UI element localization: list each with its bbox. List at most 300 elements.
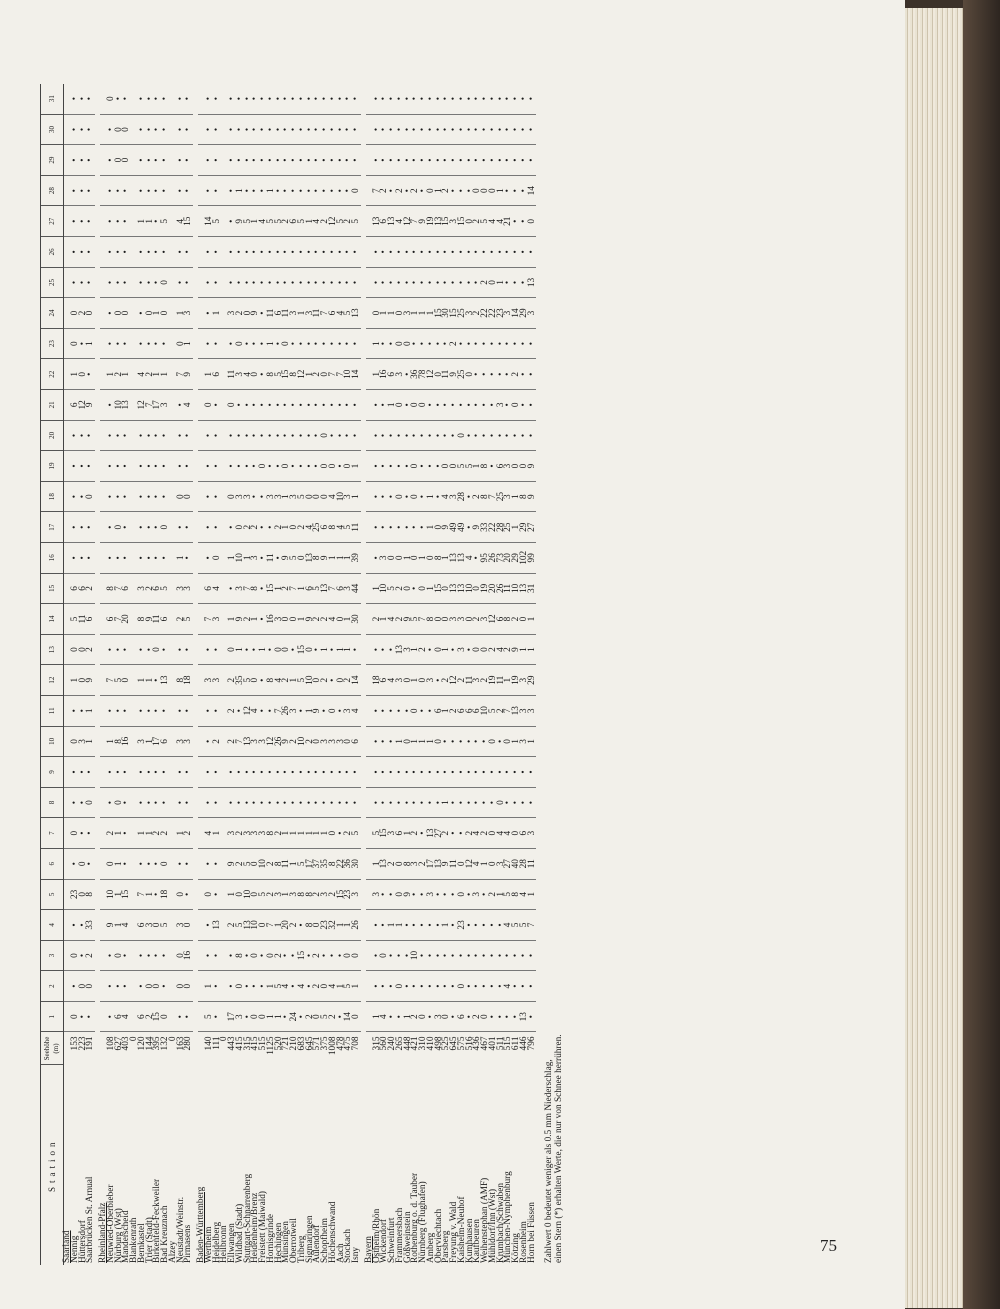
precipitation-cell: 23 [72,879,80,910]
precipitation-cell: 23 [345,879,353,910]
precipitation-cell: • [123,84,131,115]
precipitation-cell: 7 [147,390,155,421]
precipitation-cell: 3 [451,604,459,635]
precipitation-cell: 6 [162,726,170,757]
precipitation-cell: • [498,237,506,268]
precipitation-cell: 3 [397,665,405,696]
precipitation-cell: • [513,206,521,237]
precipitation-cell: 0 [443,451,451,482]
precipitation-cell: 3 [451,206,459,237]
precipitation-cell: • [482,328,490,359]
precipitation-cell: 0 [80,634,88,665]
station-height: 280 [183,1036,194,1051]
precipitation-cell: 9 [443,512,451,543]
precipitation-cell: • [229,573,237,604]
station-height: 467 [480,1036,490,1051]
precipitation-cell: • [490,940,498,971]
precipitation-cell: 5 [276,359,284,390]
precipitation-cell: 8 [521,481,529,512]
precipitation-cell: 0 [307,634,315,665]
precipitation-cell: 8 [330,512,338,543]
precipitation-cell: • [108,298,116,329]
station-name: Nürburg (Wst) [113,1208,124,1263]
precipitation-cell: 3 [214,665,222,696]
precipitation-cell: 5 [299,665,307,696]
precipitation-cell: • [206,848,214,879]
precipitation-cell: 1 [214,818,222,849]
precipitation-cell: 0 [283,604,291,635]
station-name: Stuttgart-Schnarrenberg [242,1173,253,1263]
precipitation-cell: • [490,910,498,941]
precipitation-cell: • [162,175,170,206]
precipitation-cell: 2 [245,512,253,543]
precipitation-cell: 13 [521,1001,529,1032]
precipitation-cell: 12 [299,359,307,390]
precipitation-cell: • [80,237,88,268]
precipitation-cell: • [307,420,315,451]
precipitation-cell: • [405,757,413,788]
precipitation-cell: • [123,512,131,543]
precipitation-cell: • [381,145,389,176]
precipitation-cell: • [162,451,170,482]
precipitation-cell: • [139,175,147,206]
precipitation-cell: • [521,145,529,176]
station-name: Heidelberg [211,1221,222,1263]
precipitation-cell: • [474,757,482,788]
precipitation-cell: 3 [291,481,299,512]
precipitation-cell: 0 [123,114,131,145]
station-height: 796 [526,1036,537,1051]
precipitation-cell: • [206,420,214,451]
precipitation-cell: 13 [513,695,521,726]
precipitation-cell: • [229,267,237,298]
precipitation-cell: • [260,359,268,390]
precipitation-cell: • [123,267,131,298]
header-day: 28 [41,175,64,206]
precipitation-cell: • [116,328,124,359]
precipitation-cell: 2 [314,359,322,390]
precipitation-cell: • [322,695,330,726]
precipitation-cell: • [108,390,116,421]
precipitation-cell: 0 [420,1001,428,1032]
header-day: 1 [41,1001,64,1032]
precipitation-cell: • [307,757,315,788]
precipitation-cell: 2 [482,665,490,696]
header-day: 9 [41,757,64,788]
precipitation-cell: • [420,512,428,543]
precipitation-cell: 1 [381,298,389,329]
header-day: 19 [41,451,64,482]
header-day: 13 [41,634,64,665]
precipitation-cell: • [529,971,537,1002]
precipitation-cell: 2 [237,298,245,329]
table-row [170,84,178,1265]
precipitation-cell: 8 [299,879,307,910]
precipitation-cell: • [260,695,268,726]
group-heading-row [198,84,206,1265]
precipitation-cell: 1 [178,298,186,329]
station-name: Isny [351,1246,361,1263]
station-height: 415 [250,1036,261,1051]
precipitation-cell: 0 [338,604,346,635]
precipitation-cell: 1 [154,359,162,390]
precipitation-cell: • [276,420,284,451]
precipitation-cell: 1 [513,512,521,543]
precipitation-cell: • [389,971,397,1002]
precipitation-cell: 2 [268,848,276,879]
precipitation-cell: • [474,114,482,145]
precipitation-cell: • [214,145,222,176]
precipitation-cell: • [291,451,299,482]
precipitation-cell: • [467,787,475,818]
precipitation-cell: • [206,175,214,206]
precipitation-cell: • [345,420,353,451]
station-name: Alzey [167,1240,178,1263]
precipitation-cell: • [374,481,382,512]
precipitation-cell: • [72,84,80,115]
precipitation-cell: 5 [482,206,490,237]
precipitation-cell: 9 [405,879,413,910]
precipitation-cell: 0 [459,848,467,879]
precipitation-cell: • [381,390,389,421]
precipitation-cell: • [116,451,124,482]
precipitation-cell: 9 [237,604,245,635]
precipitation-cell: 10 [482,695,490,726]
precipitation-cell: • [116,420,124,451]
precipitation-cell: 5 [260,879,268,910]
station-name: Kumhausen [464,1218,475,1263]
precipitation-cell: • [283,390,291,421]
precipitation-cell: • [139,848,147,879]
precipitation-cell: • [314,757,322,788]
precipitation-cell: • [154,879,162,910]
precipitation-cell: 2 [87,573,95,604]
precipitation-cell: • [482,237,490,268]
station-name: Sigmaringen [304,1215,315,1263]
precipitation-cell: • [72,971,80,1002]
precipitation-cell: 0 [276,634,284,665]
precipitation-cell: • [162,543,170,574]
precipitation-cell: 7 [529,910,537,941]
precipitation-cell: • [291,787,299,818]
precipitation-cell: • [252,237,260,268]
precipitation-cell: 4 [307,512,315,543]
precipitation-cell: • [147,512,155,543]
precipitation-cell: 0 [252,879,260,910]
precipitation-cell: • [498,971,506,1002]
precipitation-cell: 1 [345,634,353,665]
precipitation-cell: • [245,390,253,421]
precipitation-cell: • [389,328,397,359]
table-row [147,84,155,1265]
precipitation-cell: • [467,237,475,268]
precipitation-cell: • [412,84,420,115]
precipitation-cell: 2 [474,1001,482,1032]
precipitation-cell: • [162,114,170,145]
precipitation-cell: 0 [72,298,80,329]
precipitation-cell: • [299,145,307,176]
precipitation-cell: 25 [459,298,467,329]
precipitation-cell: • [252,267,260,298]
table-row [185,84,193,1265]
precipitation-cell: 1 [498,267,506,298]
header-day: 16 [41,543,64,574]
precipitation-cell: 0 [353,175,361,206]
precipitation-cell: 2 [381,175,389,206]
precipitation-cell: • [87,512,95,543]
precipitation-cell: • [498,328,506,359]
station-height: 265 [394,1036,405,1051]
precipitation-cell: • [467,1001,475,1032]
precipitation-cell: • [420,695,428,726]
precipitation-cell: • [353,267,361,298]
precipitation-cell: 13 [521,573,529,604]
precipitation-cell: 17 [307,848,315,879]
precipitation-cell: • [529,787,537,818]
precipitation-cell: 4 [299,971,307,1002]
precipitation-cell: • [80,940,88,971]
precipitation-cell: • [268,757,276,788]
precipitation-cell: 0 [116,145,124,176]
precipitation-cell: • [72,175,80,206]
precipitation-cell: • [474,237,482,268]
precipitation-cell: 0 [162,848,170,879]
precipitation-cell: • [276,757,284,788]
precipitation-cell: • [108,1001,116,1032]
precipitation-cell: • [260,175,268,206]
precipitation-cell: 0 [505,726,513,757]
precipitation-cell: • [428,940,436,971]
precipitation-cell: • [276,543,284,574]
precipitation-cell: • [389,267,397,298]
precipitation-cell: • [276,175,284,206]
precipitation-cell: 3 [451,481,459,512]
precipitation-cell: 4 [330,604,338,635]
precipitation-cell: 1 [87,726,95,757]
precipitation-cell: • [268,787,276,818]
precipitation-cell: 5 [353,206,361,237]
precipitation-cell: • [154,695,162,726]
precipitation-cell: • [229,940,237,971]
precipitation-cell: 0 [299,543,307,574]
precipitation-cell: • [214,175,222,206]
station-height: 511 [495,1036,506,1051]
precipitation-cell: • [412,879,420,910]
precipitation-cell: • [206,910,214,941]
precipitation-cell: • [338,940,346,971]
precipitation-cell: 4 [214,573,222,604]
precipitation-cell: • [443,940,451,971]
precipitation-cell: • [139,298,147,329]
precipitation-cell: • [162,757,170,788]
table-row [451,84,459,1265]
precipitation-cell: • [474,145,482,176]
precipitation-cell: • [482,726,490,757]
precipitation-cell: • [389,420,397,451]
precipitation-cell: • [245,84,253,115]
precipitation-cell: • [513,971,521,1002]
precipitation-cell: 8 [139,604,147,635]
precipitation-cell: 2 [322,206,330,237]
precipitation-cell: • [260,237,268,268]
precipitation-cell: 1 [338,971,346,1002]
precipitation-cell: 2 [345,206,353,237]
precipitation-cell: • [521,84,529,115]
station-name: Saarbrücken St. Arnual [85,1176,96,1263]
precipitation-cell: 1 [529,604,537,635]
station-name: Wildbad (Stadt) [234,1203,245,1263]
precipitation-cell: • [498,940,506,971]
precipitation-cell: • [314,420,322,451]
precipitation-cell: 4 [252,695,260,726]
precipitation-cell: • [268,390,276,421]
precipitation-cell: 10 [412,940,420,971]
precipitation-cell: • [178,451,186,482]
precipitation-cell: 1 [147,879,155,910]
station-height: 1125 [265,1036,276,1055]
precipitation-cell: 2 [474,206,482,237]
precipitation-cell: 23 [498,298,506,329]
precipitation-cell: 0 [154,971,162,1002]
precipitation-cell: • [529,390,537,421]
station-name: Pirmasens [183,1224,194,1263]
precipitation-cell: 11 [467,665,475,696]
precipitation-cell: 36 [345,848,353,879]
station-name: Triberg [296,1235,307,1263]
precipitation-cell: 7 [206,604,214,635]
precipitation-cell: 2 [412,818,420,849]
precipitation-cell: 8 [268,359,276,390]
precipitation-cell: • [237,695,245,726]
precipitation-cell: • [428,420,436,451]
station-height: 0 [219,1036,230,1042]
precipitation-cell: • [405,175,413,206]
precipitation-cell: • [505,114,513,145]
precipitation-cell: 7 [322,298,330,329]
precipitation-cell: • [87,543,95,574]
precipitation-cell: • [116,175,124,206]
header-day: 24 [41,298,64,329]
precipitation-cell: • [72,757,80,788]
table-row [338,84,346,1265]
precipitation-cell: • [353,420,361,451]
precipitation-cell: 1 [338,910,346,941]
precipitation-cell: • [108,420,116,451]
precipitation-cell: 0 [397,848,405,879]
precipitation-cell: 3 [245,481,253,512]
precipitation-cell: 1 [420,543,428,574]
precipitation-cell: 10 [299,726,307,757]
precipitation-cell: • [420,328,428,359]
precipitation-cell: • [260,573,268,604]
precipitation-cell: 4 [498,634,506,665]
precipitation-cell: • [276,267,284,298]
precipitation-cell: 29 [521,512,529,543]
precipitation-cell: • [123,543,131,574]
precipitation-cell: 1 [147,665,155,696]
precipitation-cell: • [505,787,513,818]
precipitation-cell: 2 [490,634,498,665]
precipitation-cell: • [268,420,276,451]
precipitation-cell: 19 [482,573,490,604]
precipitation-cell: • [374,84,382,115]
precipitation-cell: 8 [482,451,490,482]
precipitation-cell: 30 [443,298,451,329]
precipitation-cell: 6 [498,604,506,635]
station-height: 683 [296,1036,307,1051]
station-name: Oberviechtach [433,1208,444,1263]
precipitation-cell: • [397,84,405,115]
precipitation-cell: 2 [412,175,420,206]
precipitation-cell: • [428,84,436,115]
precipitation-cell: • [80,175,88,206]
precipitation-cell: 0 [87,298,95,329]
precipitation-cell: • [260,940,268,971]
precipitation-cell: 13 [459,573,467,604]
precipitation-cell: 4 [381,1001,389,1032]
station-height: 315 [242,1036,253,1051]
precipitation-cell: • [436,390,444,421]
precipitation-cell: • [490,451,498,482]
precipitation-cell: 12 [330,206,338,237]
station-height: 111 [211,1036,222,1050]
station-height: 708 [351,1036,361,1051]
precipitation-cell: • [123,451,131,482]
precipitation-cell: • [443,971,451,1002]
precipitation-cell: • [87,237,95,268]
precipitation-cell: 1 [443,634,451,665]
precipitation-cell: • [206,757,214,788]
precipitation-cell: • [214,1001,222,1032]
precipitation-cell: 0 [185,481,193,512]
precipitation-cell: • [123,787,131,818]
precipitation-cell: • [283,114,291,145]
table-row [443,84,451,1265]
precipitation-cell: • [260,757,268,788]
precipitation-cell: 3 [80,726,88,757]
precipitation-cell: • [147,237,155,268]
precipitation-cell: • [147,451,155,482]
precipitation-cell: • [374,114,382,145]
precipitation-cell: 3 [529,695,537,726]
precipitation-cell: 2 [276,818,284,849]
precipitation-cell: 1 [405,543,413,574]
precipitation-cell: • [459,145,467,176]
precipitation-cell: 1 [353,451,361,482]
precipitation-cell: 8 [314,543,322,574]
precipitation-cell: 0 [123,665,131,696]
precipitation-cell: • [108,267,116,298]
precipitation-cell: 0 [80,359,88,390]
precipitation-cell: • [214,634,222,665]
precipitation-cell: 0 [482,634,490,665]
precipitation-cell: 8 [268,665,276,696]
precipitation-cell: • [276,390,284,421]
precipitation-cell: • [529,328,537,359]
precipitation-cell: 21 [505,206,513,237]
precipitation-cell: 3 [428,879,436,910]
precipitation-cell: 3 [162,390,170,421]
precipitation-cell: • [80,787,88,818]
precipitation-cell: • [474,267,482,298]
precipitation-cell: • [513,175,521,206]
precipitation-cell: • [459,787,467,818]
precipitation-cell: • [139,543,147,574]
precipitation-cell: 1 [72,665,80,696]
precipitation-cell: 0 [405,665,413,696]
station-height: 436 [472,1036,483,1051]
precipitation-cell: 0 [490,726,498,757]
